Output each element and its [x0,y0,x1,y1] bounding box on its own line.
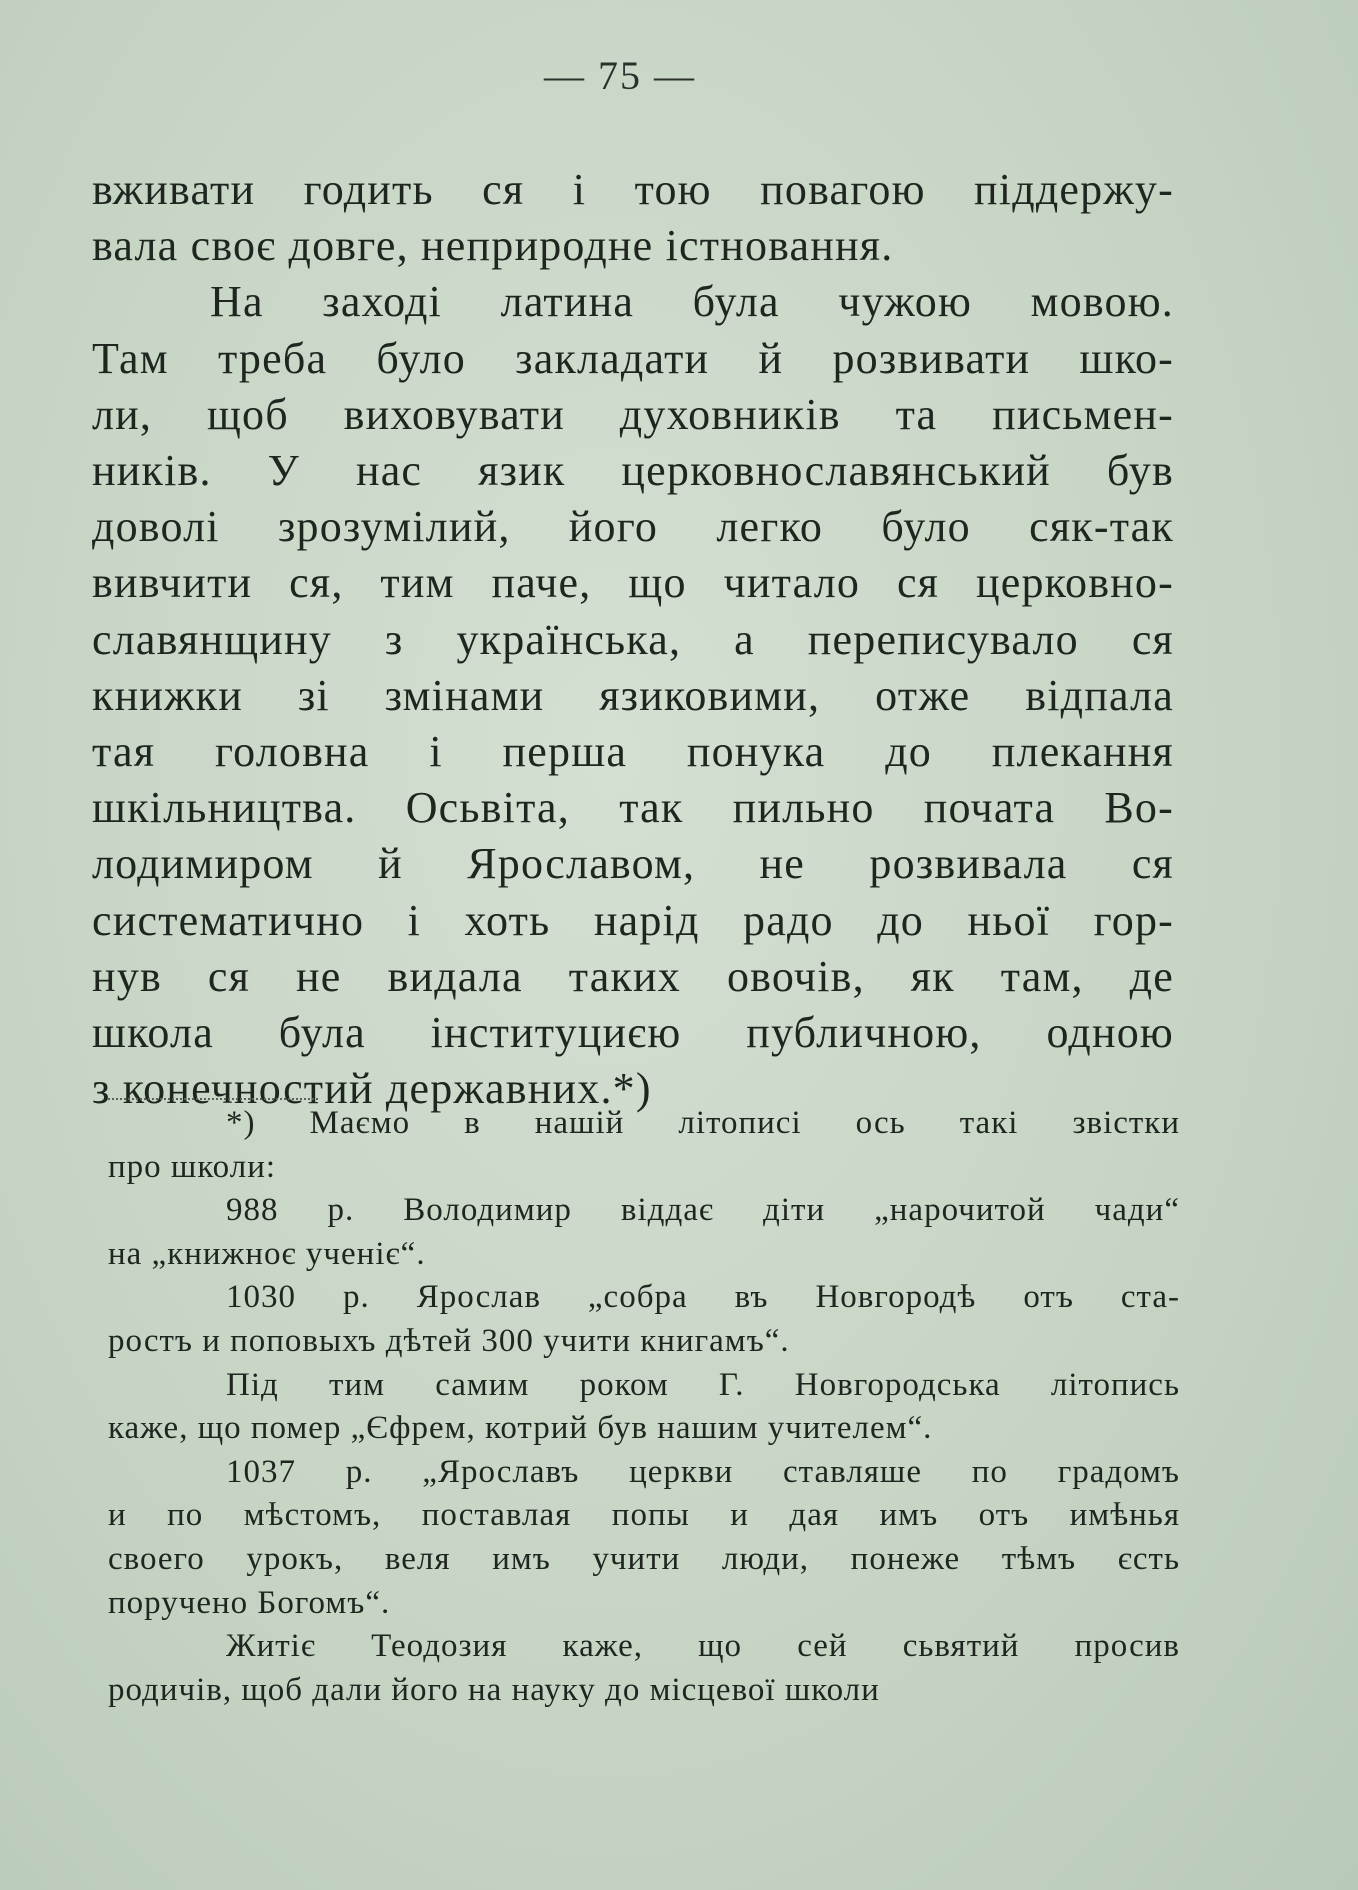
text-line: вивчити ся, тим паче, що читало ся церковно- [92,558,1174,608]
footnote-line: родичів, щоб дали його на науку до місцевої школи [108,1671,880,1708]
text-line: тая головна і перша понука до плекання [92,727,1174,777]
text-line: ли, щоб виховувати духовників та письмен- [92,389,1174,439]
page-number: — 75 — [544,53,696,98]
footnote-line: поручено Богомъ“. [108,1584,391,1621]
text-line: з конечностий державних.*) [92,1064,652,1114]
footnote-line: 1030 р. Ярослав „собра въ Новгородѣ отъ ста- [226,1279,1180,1316]
text-line: вживати годить ся і тою повагою піддержу- [92,165,1174,214]
footnote-line: про школи: [108,1148,277,1185]
footnote-line: ростъ и поповыхъ дѣтей 300 учити книгамъ“. [108,1322,790,1359]
footnote-line: и по мѣстомъ, поставлая попы и дая имъ отъ имѣнья [108,1497,1180,1534]
text-line: На заході латина була чужою мовою. [210,277,1174,327]
footnote-line: на „книжноє ученіє“. [108,1235,426,1272]
footnote-line: 988 р. Володимир віддає діти „нарочитой чади“ [226,1192,1180,1229]
footnote-line: своего урокъ, веля имъ учити люди, понеже тѣмъ єсть [108,1540,1180,1577]
text-line: вала своє довге, неприродне істновання. [92,221,894,271]
text-line: систематично і хоть нарід радо до ньої гор- [92,895,1174,945]
footnote-divider [108,1098,318,1100]
main-text [92,162,1174,1117]
text-line: лодимиром й Ярославом, не розвивала ся [92,839,1174,889]
text-line: Там треба було закладати й розвивати шко- [92,333,1174,383]
text-line: шкільництва. Осьвіта, так пильно почата Во- [92,783,1174,833]
footnote-line: Житіє Теодозия каже, що сей сьвятий просив [226,1628,1180,1665]
footnote-line: каже, що помер „Єфрем, котрий був нашим учителем“. [108,1410,933,1447]
text-line: ників. У нас язик церковнославянський був [92,446,1174,496]
footnote-line: Під тим самим роком Г. Новгородська літопись [226,1366,1180,1403]
text-line: нув ся не видала таких овочів, як там, де [92,951,1174,1001]
footnote-line: *) Маємо в нашій літописі ось такі звістки [226,1105,1180,1141]
text-line: книжки зі змінами язиковими, отже відпала [92,670,1174,720]
footnote [108,1102,1180,1712]
text-line: школа була інституциєю публичною, одною [92,1008,1174,1058]
text-line: славянщину з українська, а переписувало ся [92,614,1174,664]
footnote-line: 1037 р. „Ярославъ церкви ставляше по градомъ [226,1453,1180,1490]
text-line: доволі зрозумілий, його легко було сяк-так [92,502,1174,552]
